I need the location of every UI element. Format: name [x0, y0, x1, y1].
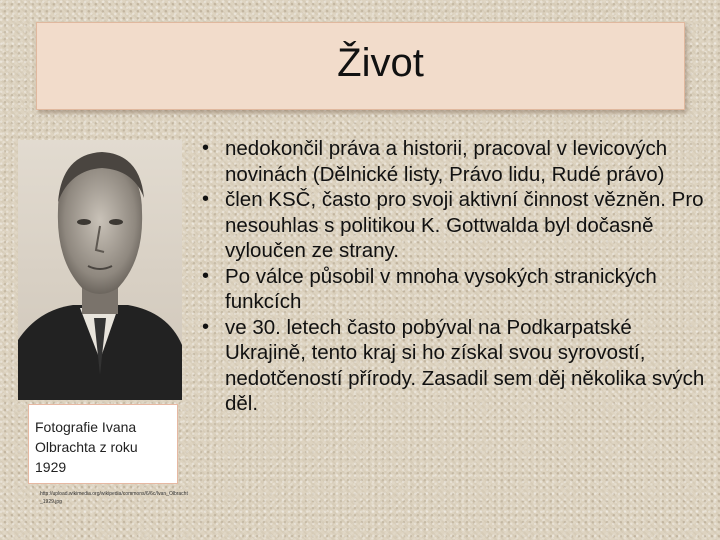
photo-source-link[interactable]: http://upload.wikimedia.org/wikipedia/commons/6/6c/Ivan_Olbracht_1929.jpg [40, 491, 188, 505]
bullet-icon: • [202, 188, 210, 210]
bullet-icon: • [202, 264, 210, 287]
bullet-list [200, 136, 710, 417]
bullet-icon: • [202, 137, 210, 159]
bullet-icon: • [202, 315, 210, 338]
photo-caption: Fotografie Ivana Olbrachta z roku 1929 [35, 419, 138, 475]
portrait-illustration [18, 140, 182, 400]
slide-title: Život [337, 41, 424, 85]
title-box [36, 22, 685, 110]
bullet-text: ve 30. letech často pobýval na Podkarpatské Ukrajině, tento kraj si ho získal svou syrovostí, nedotčeností přírody. Zasadil sem děj několika svých děl. [225, 315, 705, 415]
bullet-text: nedokončil práva a historii, pracoval v levicových novinách (Dělnické listy, Právo lidu, Rudé právo) [225, 137, 668, 186]
bullet-item [200, 187, 710, 264]
portrait-photo [18, 140, 182, 400]
bullet-item [200, 264, 710, 315]
bullet-text: člen KSČ, často pro svoji aktivní činnost vězněn. Pro nesouhlas s politikou K. Gottwalda byl dočasně vyloučen ze strany. [225, 188, 704, 262]
bullet-item [200, 136, 710, 187]
bullet-item [200, 315, 710, 417]
photo-caption-box [28, 404, 178, 484]
bullet-text: Po válce působil v mnoha vysokých stranických funkcích [225, 264, 657, 313]
